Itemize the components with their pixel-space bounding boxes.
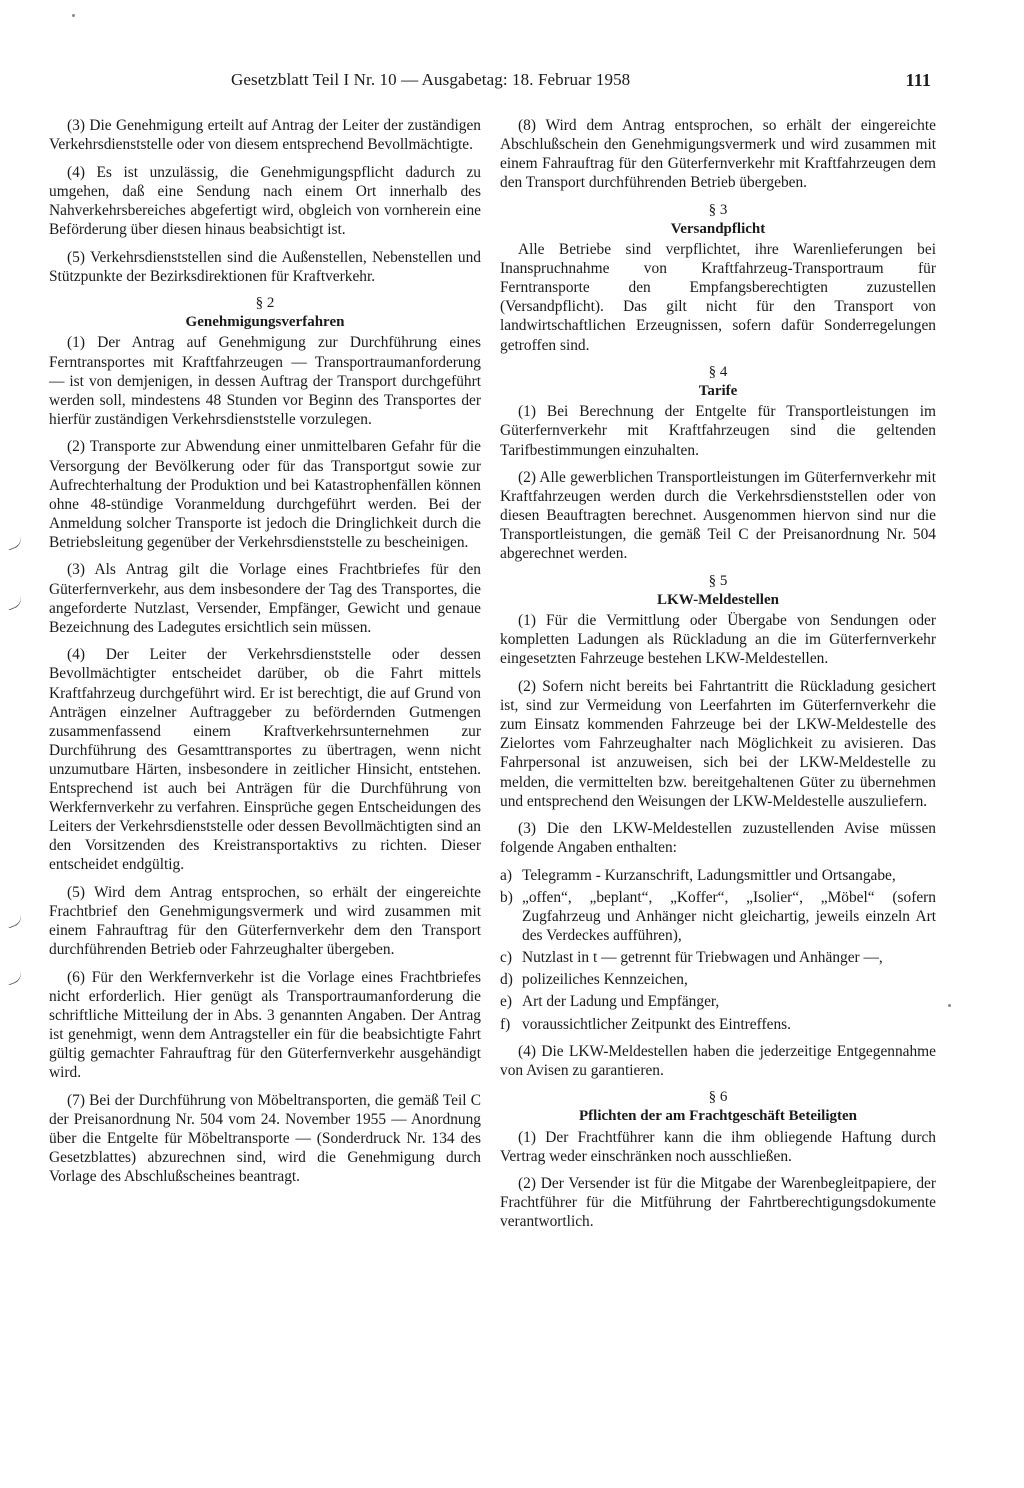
list-item-text: Nutzlast in t — getrennt für Triebwagen und Anhänger —, [522,949,883,967]
margin-mark [4,910,24,928]
list-item-label: e) [500,993,512,1011]
paragraph: (5) Verkehrsdienststellen sind die Außenstellen, Nebenstellen und Stützpunkte der Bezirksdirektionen für Kraftverkehr. [49,248,481,285]
section-title: Pflichten der am Frachtgeschäft Beteiligten [579,1108,857,1125]
avise-list [500,866,936,1034]
paragraph: (1) Für die Vermittlung oder Übergabe von Sendungen oder kompletten Ladungen als Rückladung an die im Güterfernverkehr eingesetzten Fahrzeuge bestehen LKW-Meldestellen. [500,612,936,668]
list-item-label: b) [500,888,513,906]
margin-mark [4,967,24,985]
paragraph: (3) Als Antrag gilt die Vorlage eines Frachtbriefes für den Güterfernverkehr, aus dem insbesondere der Tag des Transportes, die angeforderte Nutzlast, Versender, Empfänger, Gewicht und genaue Bezeichnung des Ladegutes ersichtlich sein müssen. [49,561,481,636]
list-item-text: voraussichtlicher Zeitpunkt des Eintreffens. [522,1015,791,1033]
section-title: LKW-Meldestellen [657,592,779,609]
list-item [500,948,936,967]
section-title: Versandpflicht [670,220,766,237]
page-number: 111 [905,70,931,90]
paragraph: (2) Der Versender ist für die Mitgabe der Warenbegleitpapiere, der Frachtführer für die Mitführung der Fahrtberechtigungsdokumente verantwortlich. [500,1175,936,1231]
section-number: § 6 [708,1089,728,1106]
paragraph: (8) Wird dem Antrag entsprochen, so erhält der eingereichte Abschlußschein den Genehmigungsvermerk und wird zusammen mit einem Fahrauftrag für den Güterfernverkehr mit Kraftfahrzeugen dem den Transport durchführenden Betrieb übergeben. [500,117,936,192]
list-item-label: f) [500,1015,511,1033]
margin-mark [4,532,24,550]
paragraph: Alle Betriebe sind verpflichtet, ihre Warenlieferungen bei Inanspruchnahme von Kraftfahrzeug-Transportraum für Ferntransporte den Empfangsberechtigten zuzustellen (Versandpflicht). Das gilt nicht für den Transport von landwirtschaftlichen Erzeugnissen, sofern dafür Sonderregelungen getroffen sind. [500,241,936,354]
list-item [500,866,936,885]
list-item-text: „offen“, „beplant“, „Koffer“, „Isolier“, „Möbel“ (sofern Zugfahrzeug und Anhänger nicht gleichartig, jeweils einzeln Art des Verdeckes aufführen), [522,888,936,945]
paragraph: (4) Es ist unzulässig, die Genehmigungspflicht dadurch zu umgehen, daß eine Sendung nach einem Ort innerhalb des Nahverkehrsbereiches abgefertigt wird, obgleich von vornherein eine Beförderung über diesen hinaus beabsichtigt ist. [49,163,481,238]
paragraph: (2) Sofern nicht bereits bei Fahrtantritt die Rückladung gesichert ist, sind zur Vermeidung von Leerfahrten im Güterfernverkehr die zum Einsatz kommenden Fahrzeuge bei der LKW-Meldestelle des Zielortes vom Fahrzeughalter nach Möglichkeit zu avisieren. Das Fahrpersonal ist anzuweisen, sich bei der LKW-Meldestelle zu melden, die vermittelten bzw. bereitgehaltenen Güter zu übernehmen und entsprechend den Weisungen der LKW-Meldestelle auszuliefern. [500,678,936,810]
paragraph: (7) Bei der Durchführung von Möbeltransporten, die gemäß Teil C der Preisanordnung Nr. 504 vom 24. November 1955 — Anordnung über die Entgelte für Möbeltransporte — (Sonderdruck Nr. 134 des Gesetzblattes) abzurechnen sind, wird die Genehmigung durch Vorlage des Abschlußscheines beantragt. [49,1091,481,1186]
paragraph: (1) Der Frachtführer kann die ihm obliegende Haftung durch Vertrag weder einschränken noch ausschließen. [500,1128,936,1165]
section-title: Tarife [698,383,738,400]
section-title: Genehmigungsverfahren [185,314,345,331]
list-item [500,888,936,945]
list-item [500,970,936,989]
paragraph: (4) Der Leiter der Verkehrsdienststelle oder dessen Bevollmächtigter entscheidet darüber, ob die Fahrt mittels Kraftfahrzeug durchgeführt wird. Er ist berechtigt, die auf Grund von Anträgen einzelner Auftraggeber zu befördernden Gutmengen zusammenfassend einem Kraftverkehrsunternehmen zur Durchführung des Gesamttransportes zu übertragen, wenn nicht unzumutbare Härten, insbesondere in zeitlicher Hinsicht, entstehen. Entsprechend ist auch bei Anträgen für die Durchführung von Werkfernverkehr zu verfahren. Einsprüche gegen Entscheidungen des Leiters der Verkehrsdienststelle oder dessen Bevollmächtigten sind an den Vorsitzenden des Kreistransportaktivs zu richten. Dieser entscheidet endgültig. [49,646,481,874]
list-item-label: a) [500,866,512,884]
margin-mark [4,592,24,610]
scan-speck [948,1004,951,1007]
page-header [231,70,931,96]
list-item [500,1015,936,1034]
paragraph: (1) Der Antrag auf Genehmigung zur Durchführung eines Ferntransportes mit Kraftfahrzeugen — Transportraumanforderung — ist von demjenigen, in dessen Auftrag der Transport durchgeführt werden soll, mindestens 48 Stunden vor Beginn des Transportes der hierfür zuständigen Verkehrsdienststelle vorzulegen. [49,334,481,428]
paragraph: (3) Die Genehmigung erteilt auf Antrag der Leiter der zuständigen Verkehrsdienststelle oder von diesem entsprechend Bevollmächtigte. [49,117,481,154]
section-number: § 3 [708,201,728,218]
paragraph: (5) Wird dem Antrag entsprochen, so erhält der eingereichte Frachtbrief den Genehmigungsvermerk und wird zusammen mit einem Fahrauftrag für den Güterfernverkehr dem den Transport durchführenden Betrieb oder Fahrzeughalter übergeben. [49,883,481,959]
right-column [500,116,936,1240]
section-number: § 4 [708,364,728,381]
paragraph: (2) Transporte zur Abwendung einer unmittelbaren Gefahr für die Versorgung der Bevölkerung oder für das Transportgut sowie zur Aufrechterhaltung der Produktion und bei Katastrophenfällen können ohne 48-stündige Voranmeldung durchgeführt werden. Bei der Anmeldung solcher Transporte ist jedoch die Dringlichkeit durch die Betriebsleitung gegenüber der Verkehrsdienststelle zu bescheinigen. [49,438,481,551]
section-number: § 2 [255,295,275,312]
left-column [49,116,481,1195]
header-title: Gesetzblatt Teil I Nr. 10 — Ausgabetag: 18. Februar 1958 [231,70,631,89]
section-number: § 5 [708,573,728,590]
paragraph: (2) Alle gewerblichen Transportleistungen im Güterfernverkehr mit Kraftfahrzeugen werden durch die Verkehrsdienststellen oder von diesen Beauftragten berechnet. Ausgenommen hiervon sind nur die Transportleistungen, die gemäß Teil C der Preisanordnung Nr. 504 abgerechnet werden. [500,469,936,563]
paragraph: (6) Für den Werkfernverkehr ist die Vorlage eines Frachtbriefes nicht erforderlich. Hier genügt als Transportraumanforderung die schriftliche Mitteilung der in Abs. 3 genannten Angaben. Der Antrag ist genehmigt, wenn dem Antragsteller ein für die beabsichtigte Fahrt gültig gemachter Fahrauftrag für den Güterfernverkehr ausgehändigt wird. [49,968,481,1082]
list-item [500,992,936,1011]
list-item-text: polizeiliches Kennzeichen, [522,971,688,989]
paragraph: (4) Die LKW-Meldestellen haben die jederzeitige Entgegennahme von Avisen zu garantieren. [500,1042,936,1079]
list-item-label: d) [500,971,513,989]
list-item-label: c) [500,949,512,967]
paragraph: (1) Bei Berechnung der Entgelte für Transportleistungen im Güterfernverkehr mit Kraftfahrzeugen sind die geltenden Tarifbestimmungen einzuhalten. [500,403,936,459]
list-item-text: Telegramm - Kurzanschrift, Ladungsmittler und Ortsangabe, [522,866,896,884]
scan-speck [72,14,75,17]
paragraph: (3) Die den LKW-Meldestellen zuzustellenden Avise müssen folgende Angaben enthalten: [500,820,936,857]
list-item-text: Art der Ladung und Empfänger, [522,993,720,1011]
